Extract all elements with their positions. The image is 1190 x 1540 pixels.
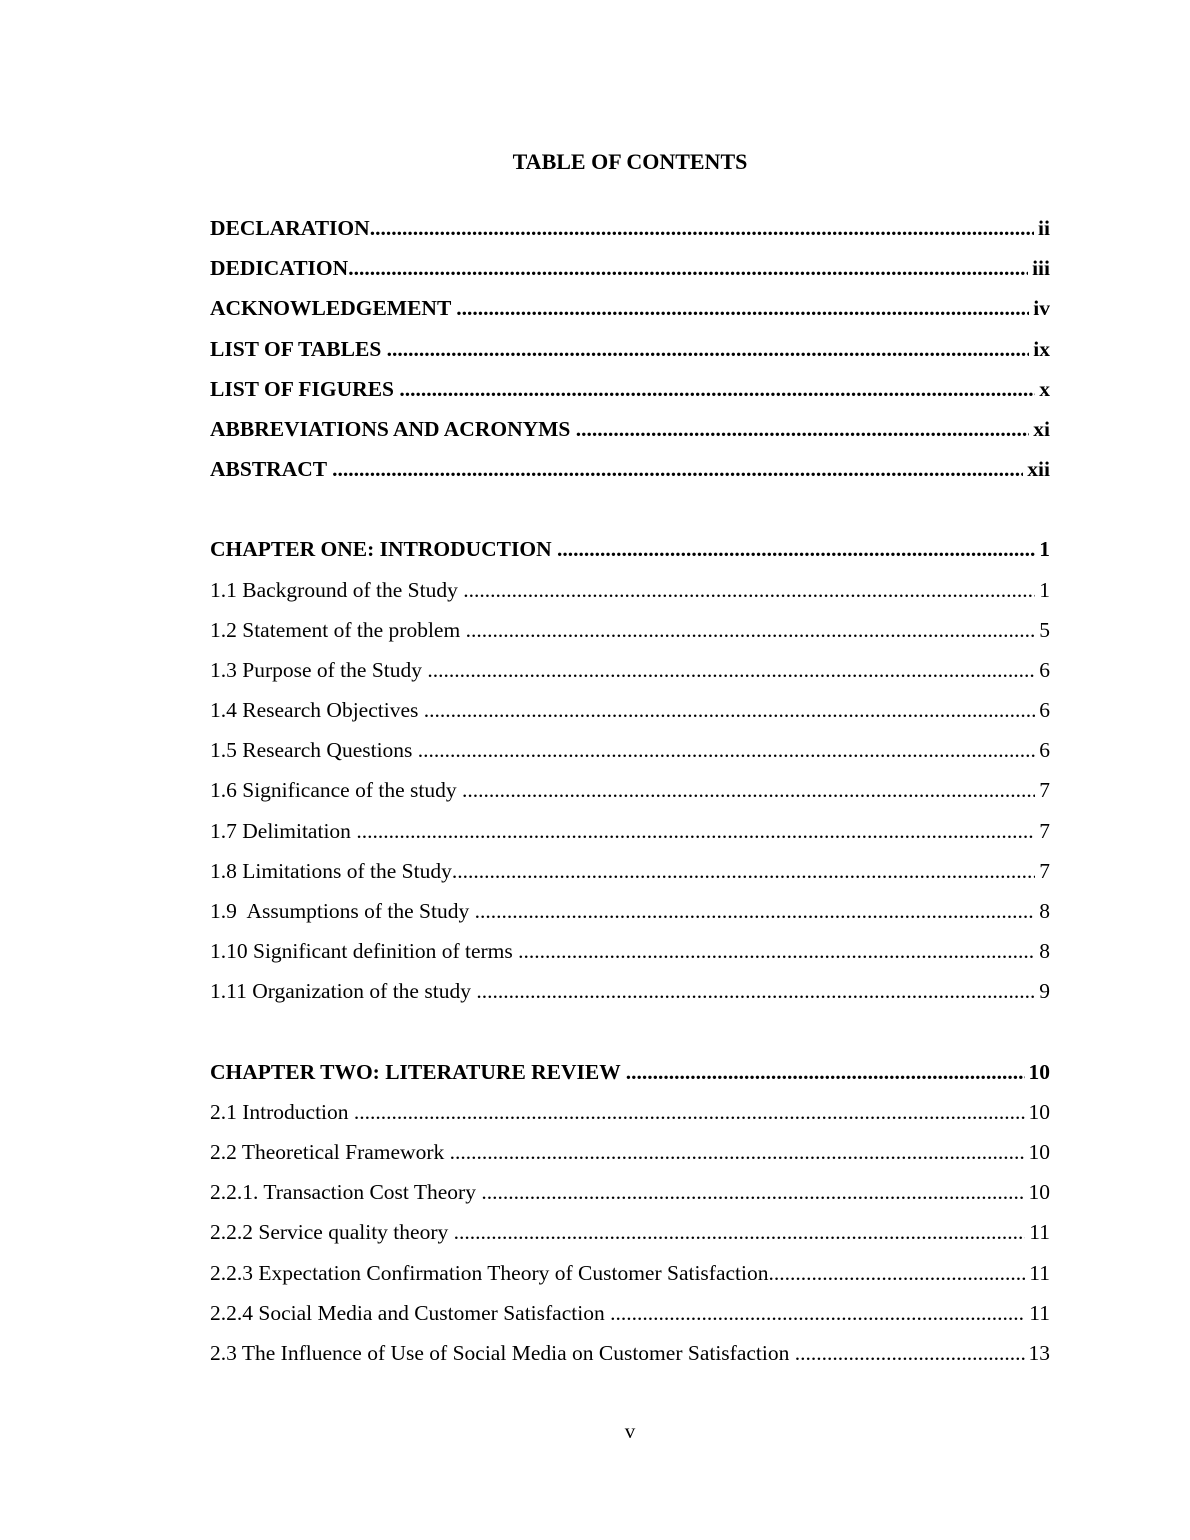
toc-entry-2-2-3[interactable] — [210, 1257, 1050, 1297]
toc-entry-page: 1 — [1039, 577, 1050, 602]
toc-entry-1-9[interactable] — [210, 895, 1050, 935]
toc-entry-1-6[interactable] — [210, 774, 1050, 814]
toc-entry-label: 1.10 Significant definition of terms — [210, 939, 519, 964]
toc-entry-page: 11 — [1029, 1300, 1050, 1325]
dot-leader — [348, 252, 1028, 284]
dot-leader — [452, 855, 1035, 887]
toc-entry-page: 6 — [1039, 738, 1050, 763]
toc-entry-label: 1.2 Statement of the problem — [210, 617, 466, 642]
dot-leader — [399, 373, 1035, 405]
toc-chapter-one[interactable] — [210, 533, 1050, 573]
toc-entry-label: 2.2.3 Expectation Confirmation Theory of Customer Satisfaction — [210, 1260, 769, 1285]
toc-entry-abbreviations[interactable] — [210, 413, 1050, 453]
toc-entry-page: ii — [1038, 216, 1050, 240]
toc-entry-2-2[interactable] — [210, 1136, 1050, 1176]
section-spacer — [210, 1016, 1050, 1056]
dot-leader — [450, 1136, 1025, 1168]
toc-entry-page: 5 — [1039, 617, 1050, 642]
dot-leader — [332, 453, 1023, 485]
dot-leader — [476, 975, 1035, 1007]
toc-chapter-two[interactable] — [210, 1056, 1050, 1096]
toc-entry-page: x — [1039, 376, 1050, 401]
page-number: v — [624, 1419, 636, 1443]
toc-entry-1-10[interactable] — [210, 935, 1050, 975]
toc-entry-page: iii — [1032, 256, 1050, 281]
toc-entry-page: 10 — [1028, 1180, 1050, 1205]
dot-leader — [427, 654, 1035, 686]
toc-entry-1-4[interactable] — [210, 694, 1050, 734]
toc-entry-page: 8 — [1039, 939, 1050, 964]
toc-entry-label: 2.2.2 Service quality theory — [210, 1220, 454, 1245]
toc-entry-1-11[interactable] — [210, 975, 1050, 1015]
toc-entry-label: LIST OF TABLES — [210, 336, 387, 361]
toc-entry-page: ix — [1033, 336, 1050, 361]
toc-entry-page: 6 — [1039, 657, 1050, 682]
toc-entry-label: DEDICATION — [210, 256, 349, 281]
dot-leader — [626, 1056, 1025, 1088]
toc-entry-page: xi — [1033, 416, 1050, 441]
dot-leader — [456, 292, 1029, 324]
toc-entry-dedication[interactable] — [210, 252, 1050, 292]
toc-entry-1-8[interactable] — [210, 855, 1050, 895]
dot-leader — [462, 774, 1035, 806]
toc-entry-2-2-1[interactable] — [210, 1176, 1050, 1216]
toc-entry-page: 10 — [1028, 1139, 1050, 1164]
toc-entry-label: LIST OF FIGURES — [210, 376, 400, 401]
toc-entry-1-5[interactable] — [210, 734, 1050, 774]
toc-entry-label: DECLARATION — [210, 216, 370, 240]
toc-entry-label: ABBREVIATIONS AND ACRONYMS — [210, 416, 576, 441]
toc-entry-label: 1.3 Purpose of the Study — [210, 657, 428, 682]
toc-entry-label: 1.7 Delimitation — [210, 818, 357, 843]
toc-entry-label: ABSTRACT — [210, 457, 333, 482]
dot-leader — [370, 212, 1034, 244]
toc-list — [210, 212, 1050, 1377]
toc-entry-1-1[interactable] — [210, 574, 1050, 614]
toc-entry-label: 1.11 Organization of the study — [210, 979, 477, 1004]
toc-entry-label: 2.3 The Influence of Use of Social Media on Customer Satisfaction — [210, 1340, 795, 1365]
toc-entry-label: 2.2.1. Transaction Cost Theory — [210, 1180, 482, 1205]
toc-entry-page: 1 — [1039, 537, 1050, 562]
toc-entry-label: 1.5 Research Questions — [210, 738, 418, 763]
dot-leader — [557, 533, 1035, 565]
toc-entry-2-1[interactable] — [210, 1096, 1050, 1136]
dot-leader — [466, 614, 1036, 646]
toc-entry-page: 9 — [1039, 979, 1050, 1004]
toc-entry-list-of-tables[interactable] — [210, 333, 1050, 373]
dot-leader — [463, 574, 1035, 606]
toc-entry-page: 7 — [1039, 858, 1050, 883]
dot-leader — [518, 935, 1035, 967]
toc-entry-2-2-2[interactable] — [210, 1216, 1050, 1256]
toc-entry-page: 11 — [1029, 1220, 1050, 1245]
dot-leader — [576, 413, 1030, 445]
toc-entry-label: 2.1 Introduction — [210, 1099, 354, 1124]
toc-entry-label: 2.2.4 Social Media and Customer Satisfaction — [210, 1300, 611, 1325]
toc-entry-abstract[interactable] — [210, 453, 1050, 493]
dot-leader — [610, 1297, 1025, 1329]
toc-entry-label: 2.2 Theoretical Framework — [210, 1139, 450, 1164]
toc-entry-1-2[interactable] — [210, 614, 1050, 654]
dot-leader — [387, 333, 1030, 365]
page-title: TABLE OF CONTENTS — [512, 149, 748, 174]
toc-entry-label: 1.8 Limitations of the Study — [210, 858, 452, 883]
toc-entry-page: 10 — [1028, 1099, 1050, 1124]
toc-entry-page: 13 — [1028, 1340, 1050, 1365]
toc-entry-label: 1.9 Assumptions of the Study — [210, 899, 475, 923]
dot-leader — [354, 1096, 1025, 1128]
section-spacer — [210, 493, 1050, 533]
toc-entry-page: 6 — [1039, 698, 1050, 723]
toc-entry-2-2-4[interactable] — [210, 1297, 1050, 1337]
toc-entry-label: CHAPTER TWO: LITERATURE REVIEW — [210, 1059, 626, 1084]
toc-entry-page: xii — [1027, 457, 1050, 482]
toc-entry-acknowledgement[interactable] — [210, 292, 1050, 332]
dot-leader — [795, 1337, 1025, 1369]
dot-leader — [769, 1257, 1026, 1289]
toc-entry-label: ACKNOWLEDGEMENT — [210, 296, 457, 321]
toc-entry-list-of-figures[interactable] — [210, 373, 1050, 413]
toc-entry-page: 7 — [1039, 778, 1050, 803]
toc-entry-1-3[interactable] — [210, 654, 1050, 694]
toc-entry-label: CHAPTER ONE: INTRODUCTION — [210, 537, 558, 562]
toc-entry-1-7[interactable] — [210, 815, 1050, 855]
toc-entry-page: 7 — [1039, 818, 1050, 843]
toc-entry-page: 8 — [1039, 899, 1050, 923]
toc-entry-declaration[interactable] — [210, 212, 1050, 252]
dot-leader — [475, 895, 1036, 927]
toc-entry-label: 1.1 Background of the Study — [210, 577, 464, 602]
dot-leader — [356, 815, 1035, 847]
dot-leader — [424, 694, 1036, 726]
dot-leader — [481, 1176, 1024, 1208]
toc-entry-2-3[interactable] — [210, 1337, 1050, 1377]
toc-entry-page: 11 — [1029, 1260, 1050, 1285]
dot-leader — [454, 1216, 1026, 1248]
toc-entry-page: iv — [1033, 296, 1050, 321]
toc-entry-label: 1.4 Research Objectives — [210, 698, 424, 723]
toc-entry-label: 1.6 Significance of the study — [210, 778, 462, 803]
dot-leader — [418, 734, 1035, 766]
toc-entry-page: 10 — [1028, 1059, 1050, 1084]
